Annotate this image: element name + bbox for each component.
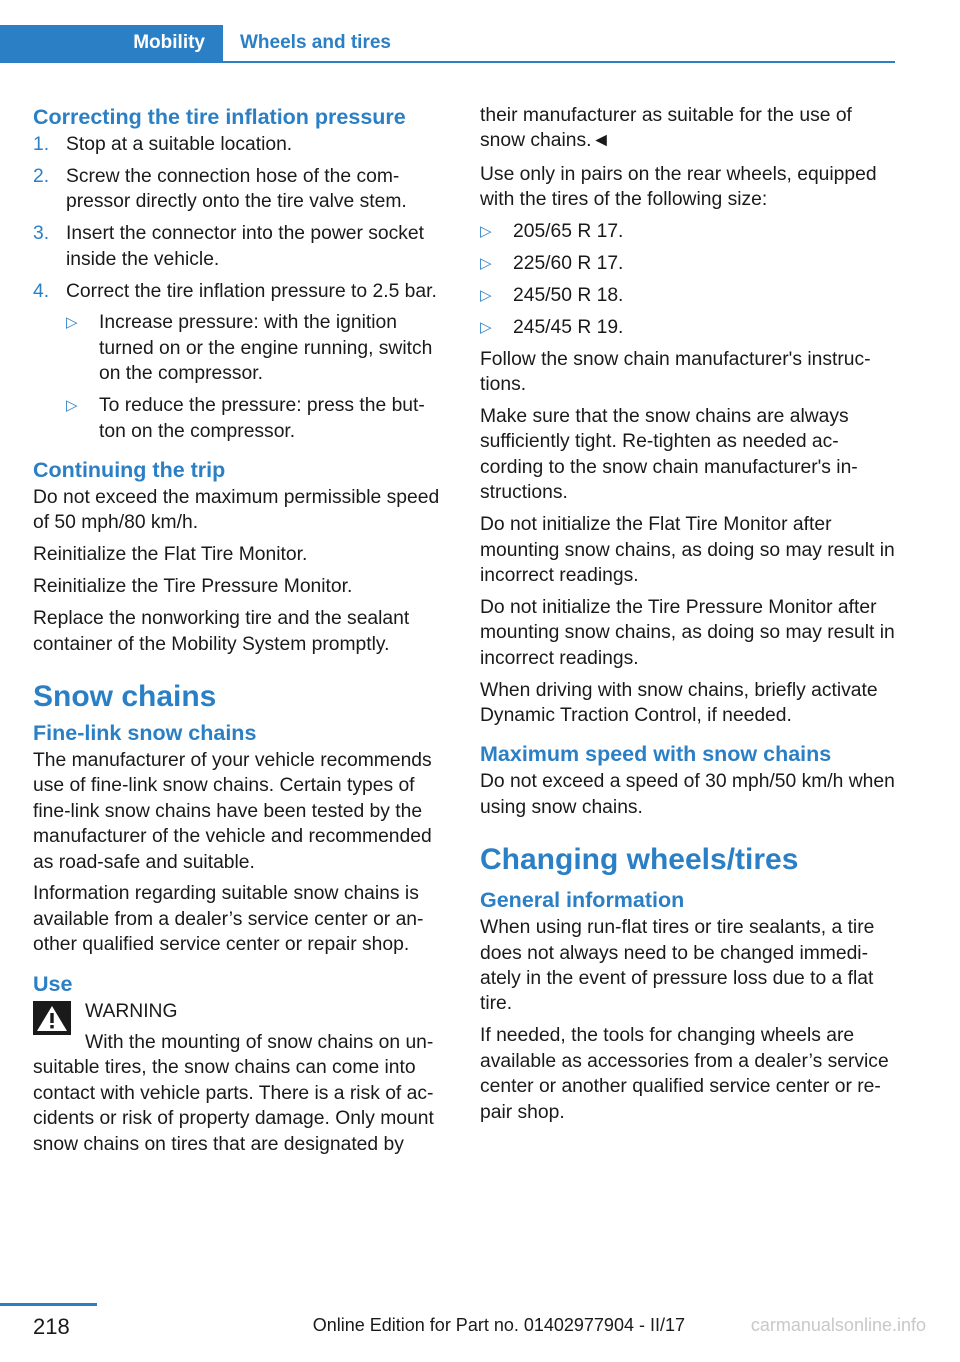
tire-size-list — [480, 219, 898, 340]
fine-link-heading: Fine-link snow chains — [33, 720, 257, 745]
paragraph: Information regarding suitable snow chains is available from a dealer’s service center or an-other qualified service center or repair shop. — [33, 883, 424, 956]
list-item: ▷ 245/45 R 19. — [480, 315, 898, 340]
edition-label: Online Edition for Part no. 01402977904 - II/17 — [312, 1315, 685, 1335]
bullet-triangle-icon: ▷ — [480, 255, 492, 273]
watermark: carmanualsonline.info — [750, 1315, 926, 1335]
bullet-triangle-icon: ▷ — [480, 318, 492, 336]
header-section-tab: Mobility — [0, 25, 223, 61]
paragraph: Reinitialize the Tire Pressure Monitor. — [33, 576, 353, 598]
paragraph: Do not initialize the Tire Pressure Monitor after mounting snow chains, as doing so may result in incorrect readings. — [480, 596, 895, 669]
paragraph: their manufacturer as suitable for the use of snow chains.◄ — [480, 105, 852, 152]
max-speed-heading: Maximum speed with snow chains — [480, 742, 832, 767]
step-number: 3. — [33, 223, 50, 245]
paragraph: Use only in pairs on the rear wheels, equipped with the tires of the following size: — [480, 163, 877, 211]
paragraph: Make sure that the snow chains are always sufficiently tight. Re-tighten as needed ac-cording to the snow chain manufacturer's in-structions. — [480, 406, 858, 504]
page-number: 218 — [33, 1314, 70, 1339]
snow-chains-heading: Snow chains — [33, 679, 217, 713]
list-item: 4. Correct the tire inflation pressure to 2.5 bar. ▷ Increase pressure: with the ignition turned on or the engine running, switch on the compressor. ▷ To reduce the pressure: press the but-ton on the compressor. — [33, 279, 451, 444]
bullet-triangle-icon: ▷ — [480, 223, 492, 241]
page-header — [0, 25, 895, 63]
list-item: 2. Screw the connection hose of the com-pressor directly onto the tire valve stem. — [33, 165, 407, 213]
warning-block — [33, 999, 451, 1157]
list-item: ▷ 225/60 R 17. — [480, 251, 898, 276]
step-number: 1. — [33, 134, 50, 155]
right-column — [480, 103, 898, 1132]
paragraph: Do not initialize the Flat Tire Monitor after mounting snow chains, as doing so may result in incorrect readings. — [480, 514, 895, 586]
paragraph: Do not exceed a speed of 30 mph/50 km/h when using snow chains. — [480, 771, 895, 818]
step-number: 4. — [33, 280, 50, 302]
footer-rule — [0, 1303, 97, 1306]
list-item: ▷ Increase pressure: with the ignition turned on or the engine running, switch on the compressor. — [66, 312, 433, 385]
sub-bullet-list — [66, 310, 451, 444]
list-item: ▷ To reduce the pressure: press the but-ton on the compressor. — [66, 395, 425, 442]
correcting-heading: Correcting the tire inflation pressure — [33, 105, 406, 129]
paragraph: The manufacturer of your vehicle recommends use of fine-link snow chains. Certain types of fine-link snow chains have been tested by the manufacturer of the vehicle and recommended as road-safe and suitable. — [33, 749, 432, 873]
paragraph: Reinitialize the Flat Tire Monitor. — [33, 544, 308, 566]
left-column — [33, 103, 451, 1164]
bullet-triangle-icon: ▷ — [66, 397, 78, 415]
warning-label: WARNING — [85, 1000, 178, 1022]
continuing-heading: Continuing the trip — [33, 457, 226, 482]
use-heading: Use — [33, 971, 73, 996]
bullet-triangle-icon: ▷ — [66, 314, 78, 332]
header-subsection-tab: Wheels and tires — [240, 32, 391, 53]
list-item: ▷ 205/65 R 17. — [480, 219, 898, 244]
paragraph: Do not exceed the maximum permissible speed of 50 mph/80 km/h. — [33, 486, 440, 534]
list-item: ▷ 245/50 R 18. — [480, 283, 898, 308]
warning-text: With the mounting of snow chains on un-suitable tires, the snow chains can come into contact with vehicle parts. There is a risk of ac-cidents or risk of property damage. Only mount snow chains on tires that are designated by — [33, 1032, 434, 1155]
steps-list — [33, 132, 451, 444]
paragraph: When using run-flat tires or tire sealants, a tire does not always need to be changed immedi-ately in the event of pressure loss due to a flat tire. — [480, 917, 875, 1015]
paragraph: If needed, the tools for changing wheels are available as accessories from a dealer’s service center or another qualified service center or re-pair shop. — [480, 1025, 889, 1123]
warning-icon — [33, 1001, 71, 1035]
general-info-heading: General information — [480, 888, 685, 913]
changing-wheels-heading: Changing wheels/tires — [480, 843, 799, 877]
list-item: 1. Stop at a suitable location. — [33, 132, 451, 157]
paragraph: Follow the snow chain manufacturer's instruc-tions. — [480, 348, 871, 396]
bullet-triangle-icon: ▷ — [480, 286, 492, 304]
step-number: 2. — [33, 165, 50, 187]
paragraph: When driving with snow chains, briefly activate Dynamic Traction Control, if needed. — [480, 679, 878, 727]
paragraph: Replace the nonworking tire and the sealant container of the Mobility System promptly. — [33, 608, 410, 655]
list-item: 3. Insert the connector into the power socket inside the vehicle. — [33, 223, 424, 270]
